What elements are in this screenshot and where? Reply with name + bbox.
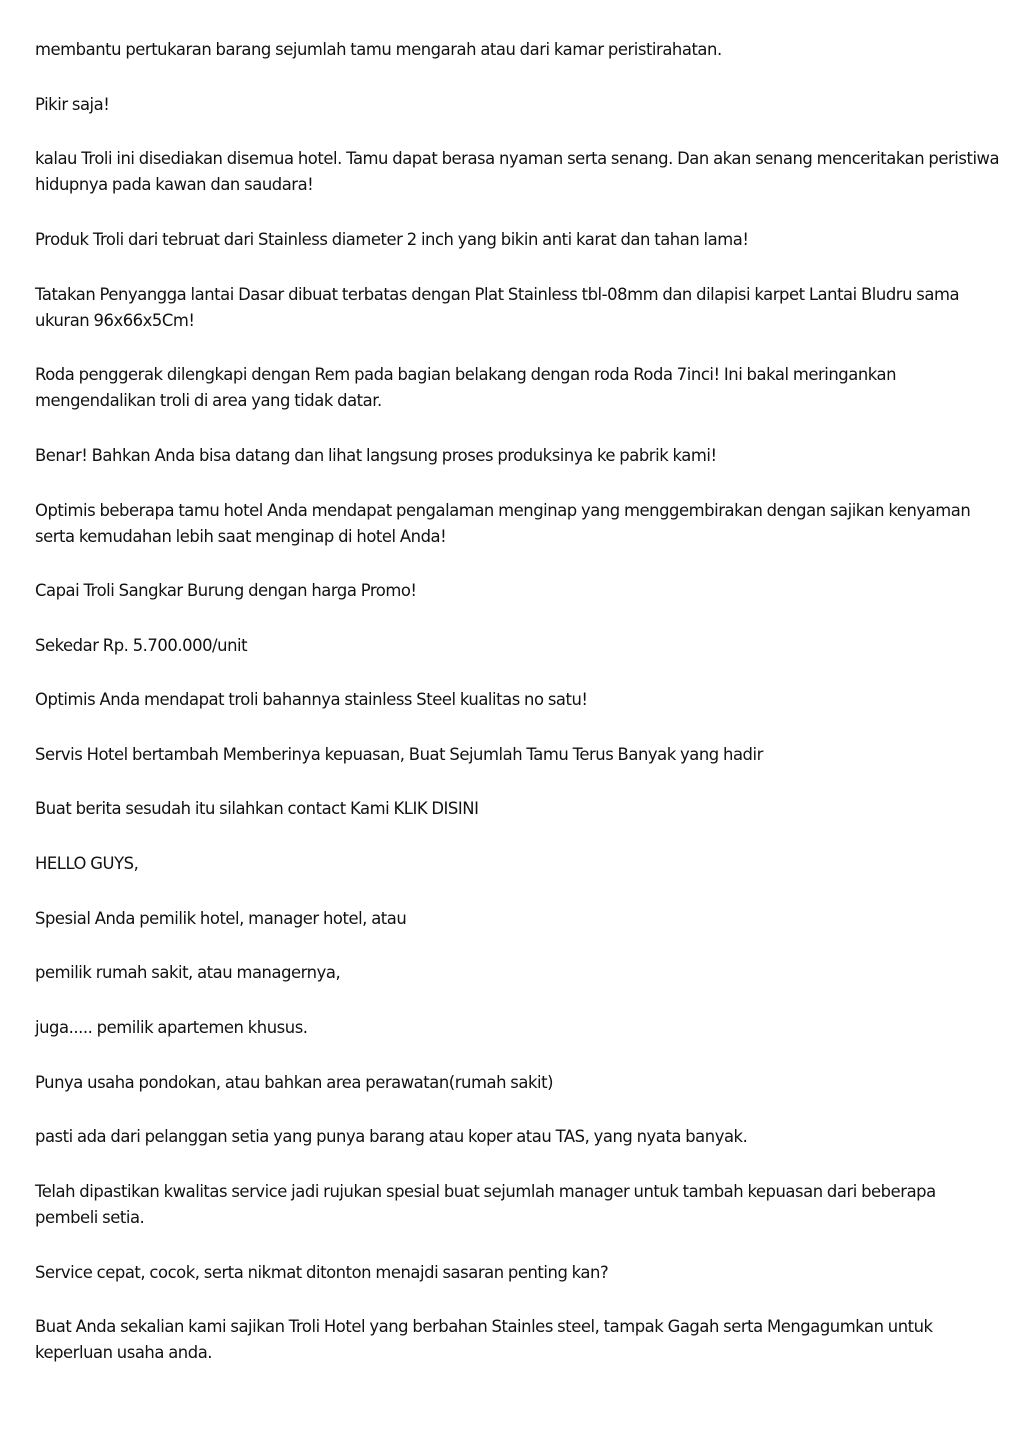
- paragraph-18: Punya usaha pondokan, atau bahkan area perawatan(rumah sakit): [35, 1073, 554, 1092]
- paragraph-10: Sekedar Rp. 5.700.000/unit: [35, 636, 248, 655]
- paragraph-21: Service cepat, cocok, serta nikmat ditonton menajdi sasaran penting kan?: [35, 1263, 609, 1282]
- paragraph-7: Benar! Bahkan Anda bisa datang dan lihat langsung proses produksinya ke pabrik kami!: [35, 446, 717, 465]
- paragraph-14: HELLO GUYS,: [35, 854, 139, 873]
- paragraph-12: Servis Hotel bertambah Memberinya kepuasan, Buat Sejumlah Tamu Terus Banyak yang hadir: [35, 745, 763, 764]
- paragraph-16: pemilik rumah sakit, atau managernya,: [35, 963, 341, 982]
- paragraph-22: Buat Anda sekalian kami sajikan Troli Hotel yang berbahan Stainles steel, tampak Gagah serta Mengagumkan untuk keperluan usaha anda.: [35, 1317, 933, 1362]
- paragraph-4: Produk Troli dari tebruat dari Stainless diameter 2 inch yang bikin anti karat dan tahan lama!: [35, 230, 749, 249]
- paragraph-8: Optimis beberapa tamu hotel Anda mendapat pengalaman menginap yang menggembirakan dengan sajikan kenyaman serta kemudahan lebih saat menginap di hotel Anda!: [35, 501, 971, 546]
- paragraph-15: Spesial Anda pemilik hotel, manager hotel, atau: [35, 909, 407, 928]
- paragraph-6: Roda penggerak dilengkapi dengan Rem pada bagian belakang dengan roda Roda 7inci! Ini bakal meringankan mengendalikan troli di area yang tidak datar.: [35, 365, 897, 410]
- paragraph-17: juga..... pemilik apartemen khusus.: [35, 1018, 308, 1037]
- paragraph-1: membantu pertukaran barang sejumlah tamu mengarah atau dari kamar peristirahatan.: [35, 40, 722, 59]
- paragraph-2: Pikir saja!: [35, 95, 110, 114]
- paragraph-13: Buat berita sesudah itu silahkan contact Kami KLIK DISINI: [35, 799, 479, 818]
- paragraph-5: Tatakan Penyangga lantai Dasar dibuat terbatas dengan Plat Stainless tbl-08mm dan dilapisi karpet Lantai Bludru sama ukuran 96x66x5Cm!: [35, 285, 960, 330]
- paragraph-3: kalau Troli ini disediakan disemua hotel. Tamu dapat berasa nyaman serta senang. Dan akan senang menceritakan peristiwa hidupnya pada kawan dan saudara!: [35, 149, 1000, 194]
- paragraph-11: Optimis Anda mendapat troli bahannya stainless Steel kualitas no satu!: [35, 690, 588, 709]
- paragraph-9: Capai Troli Sangkar Burung dengan harga Promo!: [35, 581, 417, 600]
- paragraph-19: pasti ada dari pelanggan setia yang punya barang atau koper atau TAS, yang nyata banyak.: [35, 1127, 748, 1146]
- paragraph-20: Telah dipastikan kwalitas service jadi rujukan spesial buat sejumlah manager untuk tambah kepuasan dari beberapa pembeli setia.: [35, 1182, 936, 1227]
